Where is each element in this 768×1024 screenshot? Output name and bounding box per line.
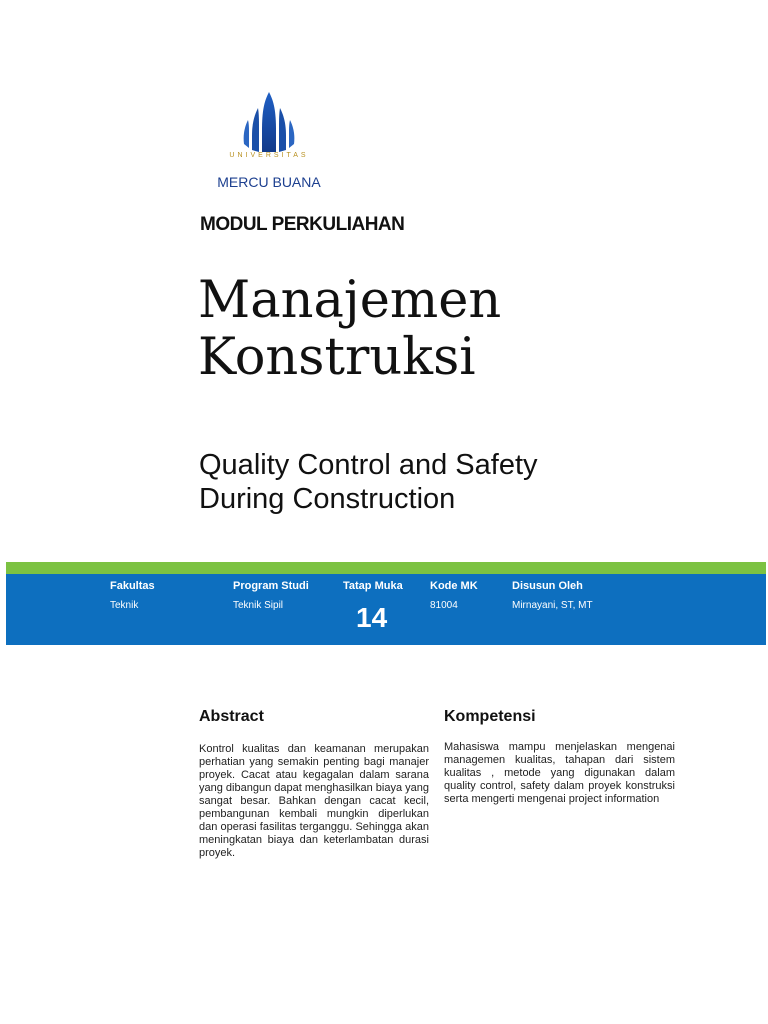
mercu-buana-emblem-icon (240, 90, 298, 154)
info-value: Teknik (110, 600, 139, 611)
abstract-heading: Abstract (199, 708, 264, 725)
page-title (198, 272, 718, 386)
subtitle-line-1: Quality Control and Safety (199, 449, 538, 481)
info-header: Tatap Muka (343, 580, 403, 592)
session-number: 14 (356, 602, 388, 633)
info-disusun-oleh (512, 574, 712, 645)
page-subtitle (199, 448, 719, 516)
info-header: Fakultas (110, 580, 155, 592)
info-value: Teknik Sipil (233, 600, 284, 611)
logo-universitas-text: UNIVERSITAS (229, 152, 309, 159)
university-logo (200, 88, 338, 196)
logo-university-name: MERCU BUANA (217, 174, 321, 190)
course-info-bar (6, 574, 766, 645)
kompetensi-heading: Kompetensi (444, 708, 536, 725)
abstract-body: Kontrol kualitas dan keamanan merupakan perhatian yang semakin penting bagi manajer proyek. Cacat atau kegagalan dalam sarana yang dibangun dapat menghasilkan biaya yang sangat besar. Bahkan dengan cacat kecil, pembangunan kembali mungkin diperlukan dan operasi fasilitas terganggu. Sehingga akan meningkatan biaya dan keterlambatan durasi proyek. (199, 743, 429, 859)
subtitle-line-2: During Construction (199, 483, 456, 515)
info-value: Mirnayani, ST, MT (512, 600, 593, 611)
kompetensi-body: Mahasiswa mampu menjelaskan mengenai managemen kualitas, tahapan dari sistem kualitas , metode yang digunakan dalam quality control, safety dalam proyek konstruksi serta mengerti mengenai project information (444, 741, 675, 805)
info-value: 81004 (430, 600, 458, 611)
title-line-2: Konstruksi (198, 328, 476, 387)
info-header: Program Studi (233, 580, 309, 592)
info-header: Disusun Oleh (512, 580, 583, 592)
module-label: MODUL PERKULIAHAN (200, 214, 405, 235)
info-header: Kode MK (430, 580, 478, 592)
title-line-1: Manajemen (198, 271, 502, 330)
green-accent-bar (6, 562, 766, 574)
